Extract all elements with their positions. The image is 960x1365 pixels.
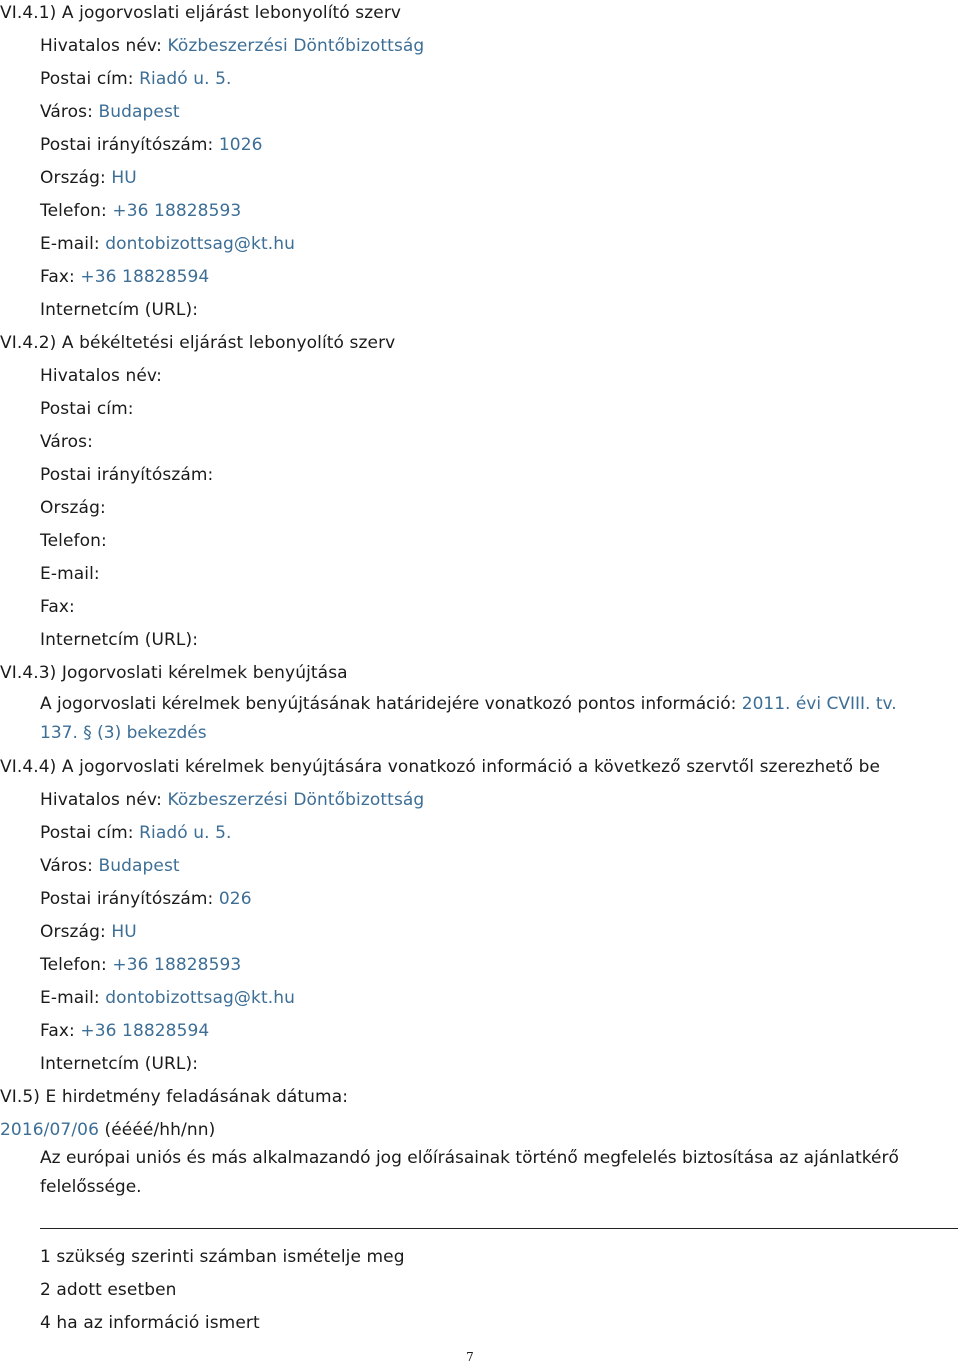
field-city: Város:	[40, 432, 93, 452]
page-number: 7	[466, 1350, 474, 1364]
footnote: 2 adott esetben	[40, 1280, 177, 1300]
section-heading-vi-5: VI.5) E hirdetmény feladásának dátuma:	[0, 1087, 349, 1107]
footnote: 4 ha az információ ismert	[40, 1313, 260, 1333]
field-phone: Telefon: +36 18828593	[40, 201, 242, 221]
field-email: E-mail:	[40, 564, 100, 584]
field-url: Internetcím (URL):	[40, 300, 199, 320]
field-country: Ország: HU	[40, 922, 137, 942]
field-fax: Fax: +36 18828594	[40, 1021, 210, 1041]
field-url: Internetcím (URL):	[40, 630, 199, 650]
field-postal-code: Postai irányítószám: 1026	[40, 135, 263, 155]
field-phone: Telefon:	[40, 531, 107, 551]
field-official-name: Hivatalos név: Közbeszerzési Döntőbizottság	[40, 790, 425, 810]
field-official-name: Hivatalos név:	[40, 366, 162, 386]
field-email: E-mail: dontobizottsag@kt.hu	[40, 988, 295, 1008]
field-url: Internetcím (URL):	[40, 1054, 199, 1074]
review-deadline-info: A jogorvoslati kérelmek benyújtásának határidejére vonatkozó pontos információ: 2011. évi CVIII. tv. 137. § (3) bekezdés	[40, 694, 897, 743]
field-postal-code: Postai irányítószám:	[40, 465, 214, 485]
field-city: Város: Budapest	[40, 102, 180, 122]
field-phone: Telefon: +36 18828593	[40, 955, 242, 975]
section-heading-vi-4-3: VI.4.3) Jogorvoslati kérelmek benyújtása	[0, 663, 348, 683]
section-heading-vi-4-2: VI.4.2) A békéltetési eljárást lebonyolító szerv	[0, 333, 396, 353]
field-postal-address: Postai cím: Riadó u. 5.	[40, 823, 232, 843]
field-country: Ország:	[40, 498, 106, 518]
field-country: Ország: HU	[40, 168, 137, 188]
field-city: Város: Budapest	[40, 856, 180, 876]
field-fax: Fax:	[40, 597, 75, 617]
field-postal-address: Postai cím:	[40, 399, 134, 419]
field-postal-code: Postai irányítószám: 026	[40, 889, 252, 909]
field-email: E-mail: dontobizottsag@kt.hu	[40, 234, 295, 254]
dispatch-date: 2016/07/06 (éééé/hh/nn)	[0, 1120, 216, 1140]
field-postal-address: Postai cím: Riadó u. 5.	[40, 69, 232, 89]
footnote-divider	[40, 1228, 958, 1229]
section-heading-vi-4-4: VI.4.4) A jogorvoslati kérelmek benyújtására vonatkozó információ a következő szervtől szerezhető be	[0, 757, 881, 777]
responsibility-statement: Az európai uniós és más alkalmazandó jog előírásainak történő megfelelés biztosítása az ajánlatkérő felelőssége.	[40, 1148, 899, 1197]
field-fax: Fax: +36 18828594	[40, 267, 210, 287]
section-heading-vi-4-1: VI.4.1) A jogorvoslati eljárást lebonyolító szerv	[0, 3, 402, 23]
field-official-name: Hivatalos név: Közbeszerzési Döntőbizottság	[40, 36, 425, 56]
footnote: 1 szükség szerinti számban ismételje meg	[40, 1247, 405, 1267]
